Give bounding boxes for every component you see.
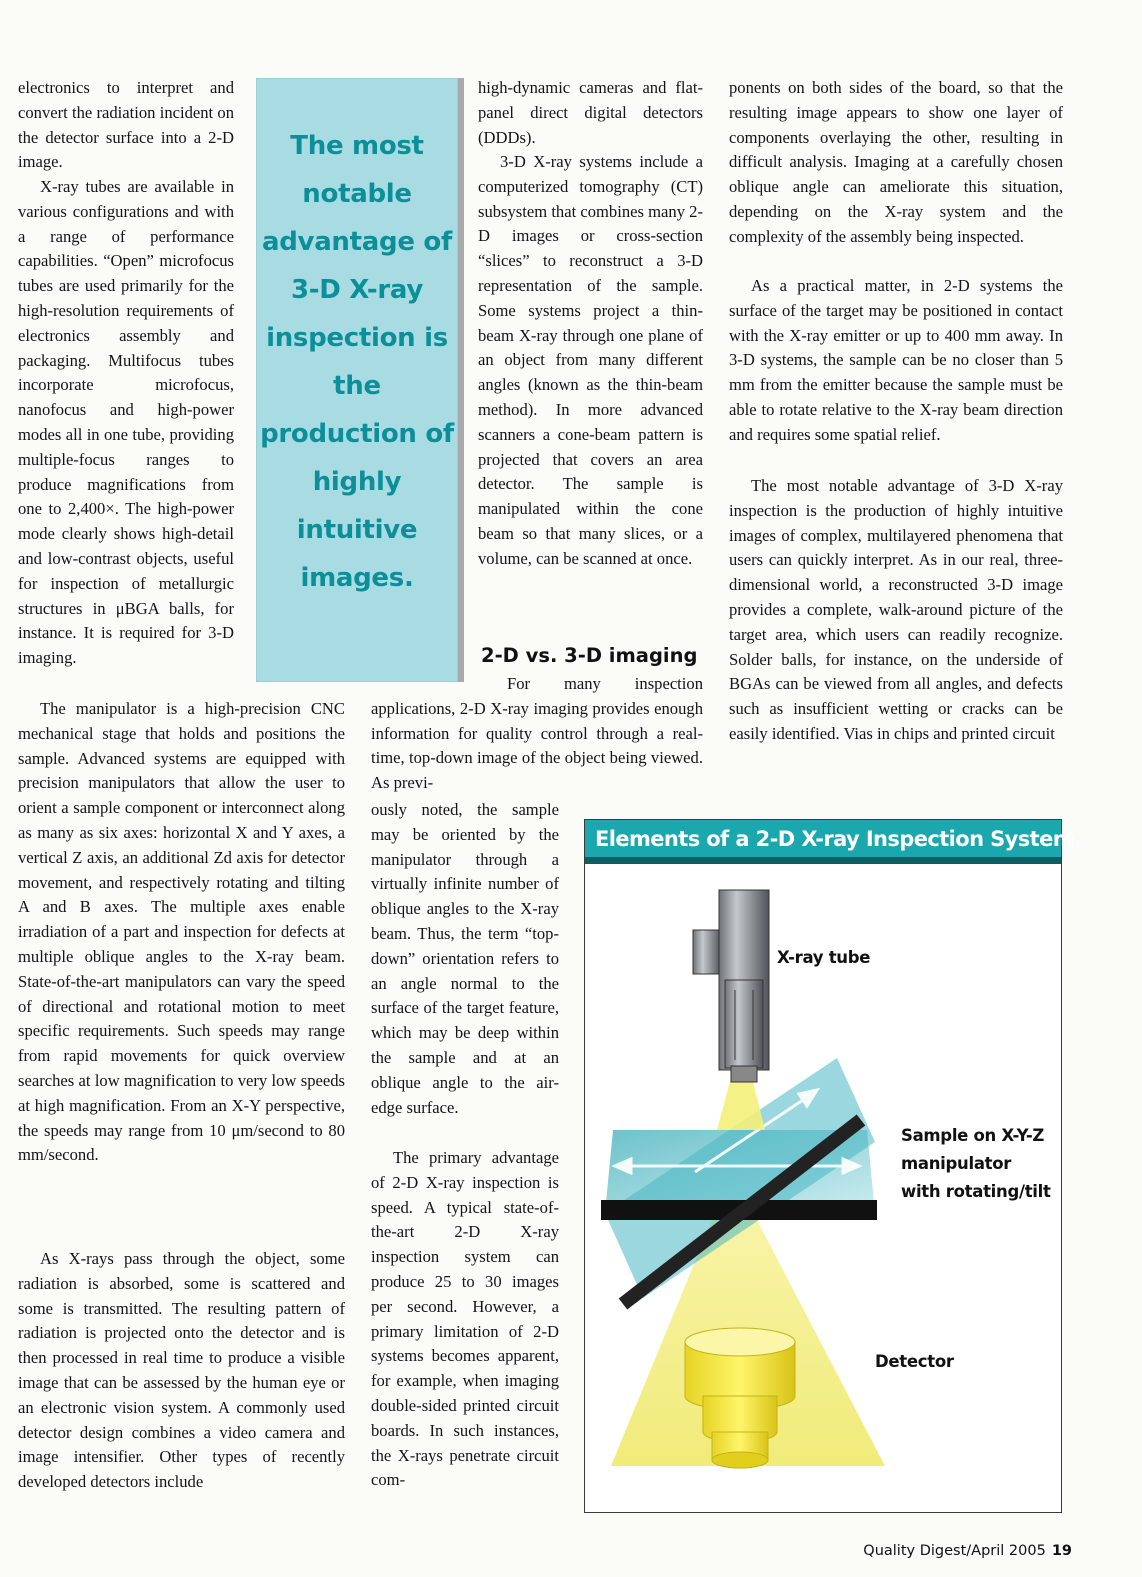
col3-heading-paragraph: For many inspection applications, 2-D X-ray imaging provides enough information for quality control through a real-time, top-down image of the object being viewed. As previ-	[371, 674, 703, 793]
xray-tube-icon	[693, 890, 769, 1082]
col4-paragraph-3: The most notable advantage of 3-D X-ray inspection is the production of highly intuitive images of complex, multilayered phenomena that users can quickly interpret. As in our real, three-dimensional world, a reconstructed 3-D image provides a complete, walk-around picture of the target area, which users can readily recognize. Solder balls, for instance, on the underside of BGAs can be viewed from all angles, and defects such as insufficient wetting or cracks can be easily identified. Vias in chips and printed circuit	[729, 476, 1063, 743]
xray-system-figure	[584, 819, 1075, 1513]
col3-paragraph-2: 3-D X-ray systems include a computerized tomography (CT) subsystem that combines many 2-D images or cross-section “slices” to reconstruct a 3-D representation of the sample. Some systems project a thin-beam X-ray through one plane of an object from many different angles (known as the thin-beam method). In more advanced scanners a cone-beam pattern is projected that covers an area detector. The sample is manipulated within the cone beam so that many slices, or a volume, can be scanned at once.	[478, 152, 703, 568]
sample-label: Sample on X-Y-Z manipulator with rotating/tilt	[901, 1126, 1051, 1201]
col4-paragraph-2: As a practical matter, in 2-D systems the surface of the target may be positioned in contact with the X-ray emitter or up to 400 mm away. In 3-D systems, the sample can be no closer than 5 mm from the emitter because the sample must be able to rotate relative to the X-ray beam direction and requires some spatial relief.	[729, 276, 1063, 444]
col1-paragraph-4: As X-rays pass through the object, some radiation is absorbed, some is scattered and some is transmitted. The resulting pattern of radiation is projected onto the detector and is then processed in real time to produce a visible image that can be assessed by the human eye or an electronic vision system. A commonly used detector design combines a video camera and image intensifier. Other types of recently developed detectors include	[18, 1249, 345, 1492]
col4-paragraph-1: ponents on both sides of the board, so that the resulting image appears to show one layer of components overlaying the other, resulting in difficult analysis. Imaging at a carefully chosen oblique angle can ameliorate this situation, depending on the X-ray system and the complexity of the assembly being inspected.	[729, 78, 1063, 246]
col3-paragraph-last: The primary advantage of 2-D X-ray inspection is speed. A typical state-of-the-art 2-D X-ray inspection system can produce 25 to 30 images per second. However, a primary limitation of 2-D systems becomes apparent, for example, when imaging double-sided printed circuit boards. In such instances, the X-rays penetrate circuit com-	[371, 1148, 559, 1490]
col1-paragraph-3: The manipulator is a high-precision CNC mechanical stage that holds and positions the sample. Advanced systems are equipped with precision manipulators that allow the user to orient a sample component or interconnect along as many as six axes: horizontal X and Y axes, a vertical Z axis, an additional Zd axis for detector movement, and respectively rotating and tilting A and B axes. The multiple axes enable irradiation of a part and inspection for defects at multiple oblique angles to the X-ray beam. State-of-the-art manipulators can vary the speed of directional and rotational motion to meet specific requirements. Such speeds may range from rapid movements for quick overview searches at low magnification to very low speeds at high magnification. From an X-Y perspective, the speeds may range from 10 μm/second to 80 mm/second.	[18, 699, 345, 1165]
xray-tube-label: X-ray tube	[777, 948, 871, 967]
figure-title: Elements of a 2-D X-ray Inspection System	[585, 820, 1061, 864]
col3-paragraph-1: high-dynamic cameras and flat-panel direct digital detectors (DDDs).	[478, 78, 703, 147]
page-footer	[863, 1543, 1072, 1559]
detector-label: Detector	[875, 1352, 954, 1371]
col1-paragraph-1: electronics to interpret and convert the radiation incident on the detector surface into a 2-D image.	[18, 78, 234, 172]
col1-paragraph-2: X-ray tubes are available in various configurations and with a range of performance capabilities. “Open” microfocus tubes are used primarily for the high-resolution requirements of electronics assembly and packaging. Multifocus tubes incorporate microfocus, nanofocus and high-power modes all in one tube, providing multiple-focus ranges to produce magnifications from one to 2,400×. The high-power mode clearly shows high-detail and low-contrast objects, useful for inspection of metallurgic structures in μBGA balls, for instance. It is required for 3-D imaging.	[18, 177, 234, 668]
publication-name: Quality Digest/April 2005	[863, 1543, 1046, 1559]
page-number: 19	[1051, 1543, 1072, 1559]
col3-heading-paragraph-cont: ously noted, the sample may be oriented by the manipulator through a virtually infinite number of oblique angles to the X-ray beam. Thus, the term “top-down” orientation refers to an angle normal to the surface of the target feature, which may be deep within the sample and at an oblique angle to the air-edge surface.	[371, 800, 559, 1117]
pull-quote-text: The most notable advantage of 3-D X-ray inspection is the production of highly intuitive images.	[260, 131, 454, 593]
section-heading: 2-D vs. 3-D imaging	[481, 644, 698, 667]
pull-quote-box	[256, 78, 464, 682]
